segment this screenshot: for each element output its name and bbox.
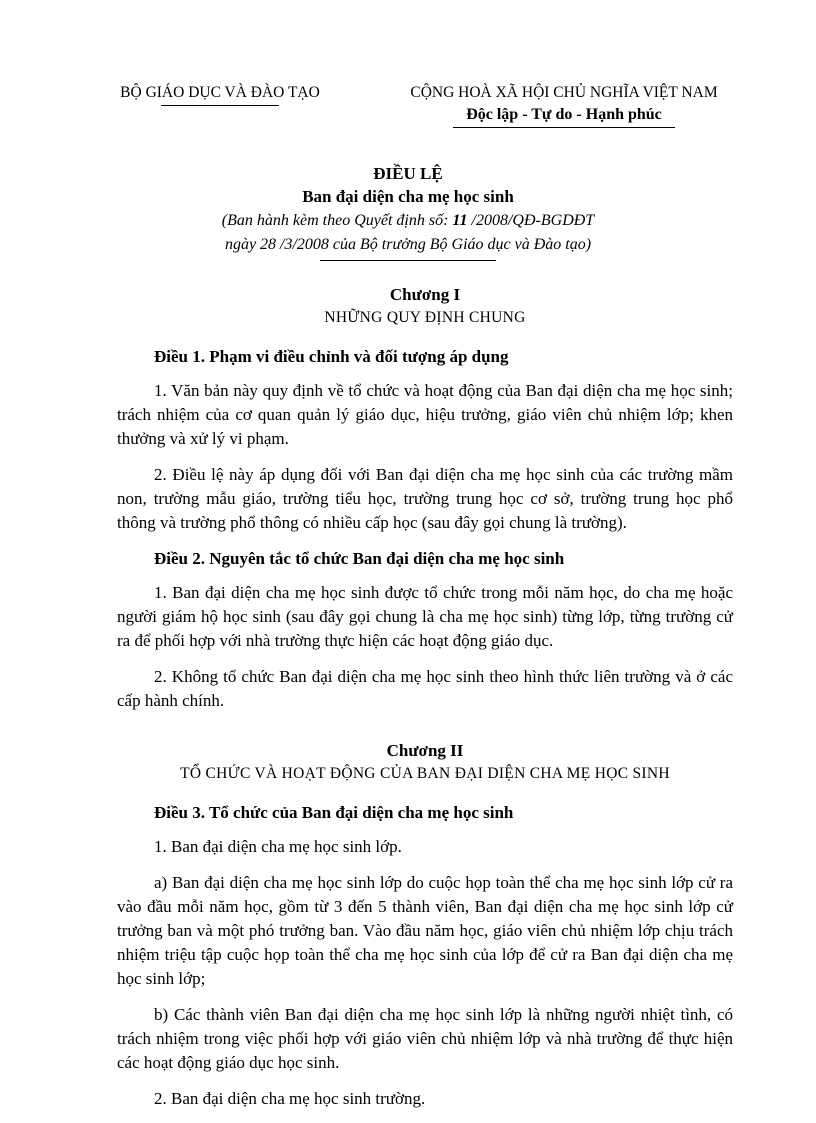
- chapter-spacer: [117, 725, 733, 739]
- article-1-heading: Điều 1. Phạm vi điều chỉnh và đối tượng áp dụng: [154, 347, 509, 366]
- motto-underline: [453, 127, 675, 128]
- decision-reference: [100, 209, 716, 233]
- article-3-paragraph-2: a) Ban đại diện cha mẹ học sinh lớp do cuộc họp toàn thể cha mẹ học sinh lớp cử ra vào đầu mỗi năm học, gồm từ 3 đến 5 thành viên, Ban đại diện cha mẹ học sinh lớp cử trưởng ban và một phó trưởng ban. Vào đầu năm học, giáo viên chủ nhiệm lớp chịu trách nhiệm triệu tập cuộc họp toàn thể cha mẹ học sinh của lớp để cử ra Ban đại diện cha mẹ học sinh lớp;: [117, 873, 733, 988]
- ministry-name: BỘ GIÁO DỤC VÀ ĐÀO TẠO: [120, 84, 320, 101]
- article-2-paragraph-2: 2. Không tổ chức Ban đại diện cha mẹ học sinh theo hình thức liên trường và ở các cấp hành chính.: [117, 667, 733, 710]
- document-body: [117, 283, 733, 1123]
- chapter-2-title: Chương II: [386, 741, 464, 760]
- chapter-1-subtitle: NHỮNG QUY ĐỊNH CHUNG: [324, 309, 526, 326]
- article-2-heading: Điều 2. Nguyên tắc tổ chức Ban đại diện cha mẹ học sinh: [154, 549, 565, 568]
- article-1-paragraph-1: 1. Văn bản này quy định về tổ chức và hoạt động của Ban đại diện cha mẹ học sinh; trách nhiệm của cơ quan quản lý giáo dục, hiệu trưởng, giáo viên chủ nhiệm lớp; khen thưởng và xử lý vi phạm.: [117, 381, 733, 448]
- article-3-paragraph-4: 2. Ban đại diện cha mẹ học sinh trường.: [154, 1089, 426, 1108]
- decision-prefix: (Ban hành kèm theo Quyết định số:: [221, 212, 453, 229]
- article-2-paragraph-1: 1. Ban đại diện cha mẹ học sinh được tổ chức trong mỗi năm học, do cha mẹ hoặc người giám hộ học sinh (sau đây gọi chung là cha mẹ học sinh) từng lớp, từng trường cử ra để phối hợp với nhà trường thực hiện các hoạt động giáo dục.: [117, 583, 733, 650]
- country-header: [392, 82, 736, 128]
- chapter-2-heading: [117, 739, 733, 785]
- article-3-paragraph-3: b) Các thành viên Ban đại diện cha mẹ học sinh lớp là những người nhiệt tình, có trách nhiệm trong việc phối hợp với giáo viên chủ nhiệm lớp và nhà trường để thực hiện các hoạt động giáo dục học sinh.: [117, 1005, 733, 1072]
- decision-number: 11: [452, 212, 468, 229]
- article-3-paragraph-1: 1. Ban đại diện cha mẹ học sinh lớp.: [154, 837, 402, 856]
- national-motto: Độc lập - Tự do - Hạnh phúc: [466, 106, 662, 123]
- document-subtitle: Ban đại diện cha mẹ học sinh: [302, 187, 514, 206]
- decision-suffix: /2008/QĐ-BGDĐT: [467, 212, 595, 229]
- country-name: CỘNG HOÀ XÃ HỘI CHỦ NGHĨA VIỆT NAM: [410, 84, 718, 101]
- decision-date: ngày 28 /3/2008 của Bộ trưởng Bộ Giáo dục và Đào tạo): [224, 236, 592, 253]
- article-3-heading: Điều 3. Tổ chức của Ban đại diện cha mẹ học sinh: [154, 803, 514, 822]
- title-underline: [320, 260, 496, 261]
- chapter-2-subtitle: TỔ CHỨC VÀ HOẠT ĐỘNG CỦA BAN ĐẠI DIỆN CHA MẸ HỌC SINH: [180, 765, 670, 782]
- ministry-underline: [161, 105, 279, 106]
- document-title-block: [100, 163, 716, 261]
- chapter-1-title: Chương I: [389, 285, 461, 304]
- document-title: ĐIỀU LỆ: [373, 164, 443, 183]
- chapter-1-heading: [117, 283, 733, 329]
- article-1-paragraph-2: 2. Điều lệ này áp dụng đối với Ban đại diện cha mẹ học sinh của các trường mầm non, trường mẫu giáo, trường tiểu học, trường trung học cơ sở, trường trung học phổ thông và trường phổ thông có nhiều cấp học (sau đây gọi chung là trường).: [117, 465, 733, 532]
- ministry-header: [100, 82, 340, 106]
